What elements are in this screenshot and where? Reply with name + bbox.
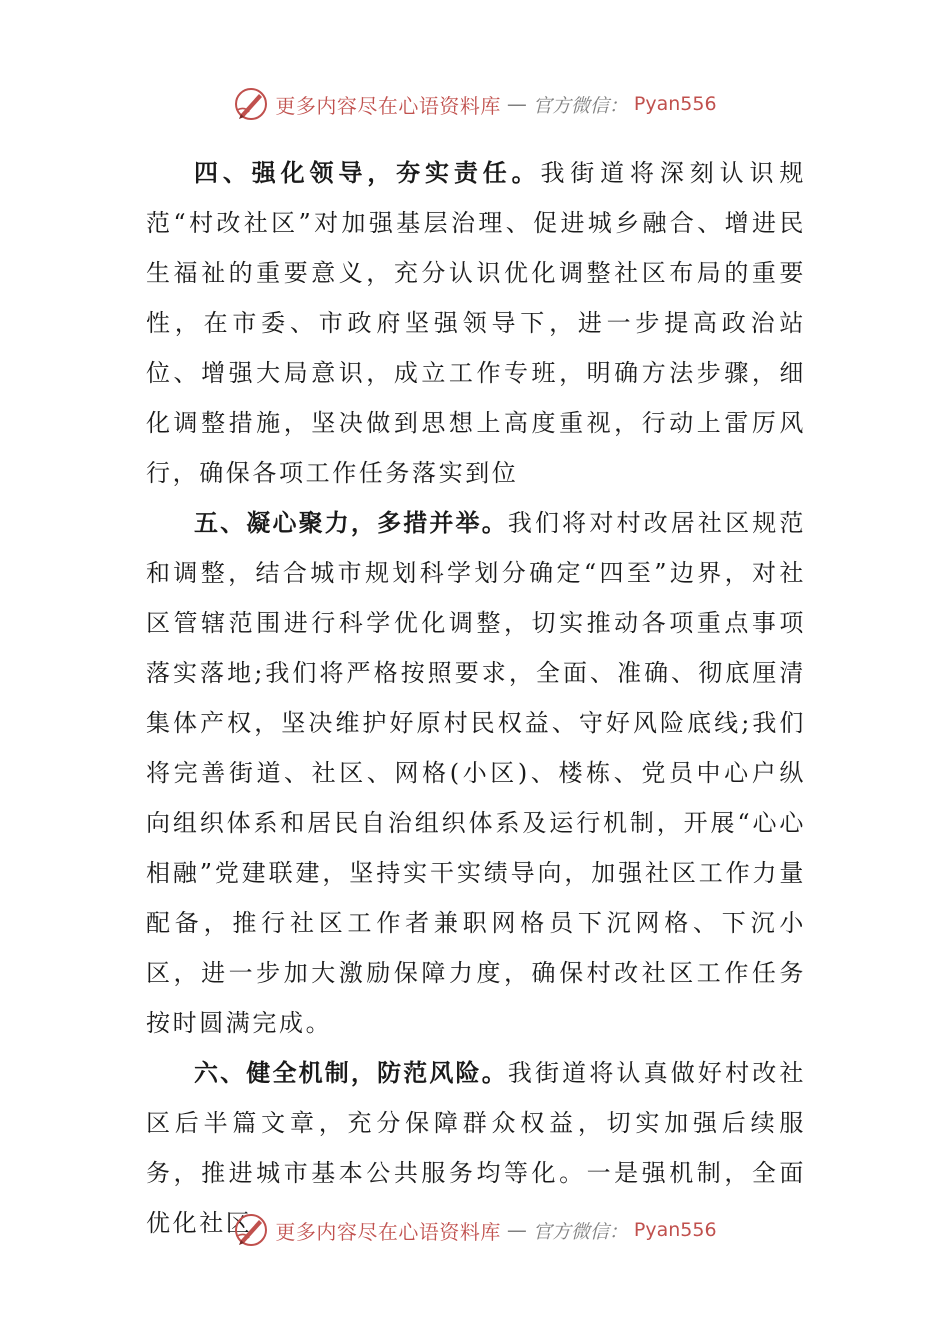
watermark-site-text: 更多内容尽在心语资料库: [275, 1219, 501, 1244]
paragraph-text: 我们将对村改居社区规范和调整，结合城市规划科学划分确定“四至”边界，对社区管辖范围进行科学优化调整，切实推动各项重点事项落实落地;我们将严格按照要求，全面、准确、彻底厘清集体产权，坚决维护好原村民权益、守好风险底线;我们将完善街道、社区、网格(小区)、楼栋、党员中心户纵向组织体系和居民自治组织体系及运行机制，开展“心心相融”党建联建，坚持实干实绩导向，加强社区工作力量配备，推行社区工作者兼职网格员下沉网格、下沉小区，进一步加大激励保障力度，确保村改社区工作任务按时圆满完成。: [146, 509, 806, 1037]
footer-watermark: [0, 1208, 950, 1252]
paragraph-text: 我街道将认真做好村改社区后半篇文章，充分保障群众权益，切实加强后续服务，推进城市基本公共服务均等化。一是强机制，全面优化社区: [146, 1059, 806, 1237]
paragraph-lead: 六、健全机制，防范风险。: [194, 1058, 508, 1087]
watermark-contact-label: 官方微信：: [532, 1220, 628, 1243]
paragraph-lead: 五、凝心聚力，多措并举。: [194, 508, 508, 537]
paragraph-5: [146, 498, 806, 1048]
paragraph-lead: 四、强化领导，夯实责任。: [194, 158, 541, 187]
pen-logo-icon: [233, 86, 269, 122]
pen-logo-icon: [233, 1212, 269, 1248]
watermark-separator: —: [506, 92, 527, 116]
header-watermark: [0, 82, 950, 126]
document-body: [146, 148, 806, 1248]
paragraph-4: [146, 148, 806, 498]
watermark-separator: —: [506, 1218, 527, 1242]
paragraph-text: 我街道将深刻认识规范“村改社区”对加强基层治理、促进城乡融合、增进民生福祉的重要意义，充分认识优化调整社区布局的重要性，在市委、市政府坚强领导下，进一步提高政治站位、增强大局意识，成立工作专班，明确方法步骤，细化调整措施，坚决做到思想上高度重视，行动上雷厉风行，确保各项工作任务落实到位: [146, 159, 806, 487]
watermark-site-text: 更多内容尽在心语资料库: [275, 93, 501, 118]
watermark-wechat-id: Pyan556: [633, 1219, 717, 1241]
watermark-wechat-id: Pyan556: [633, 93, 717, 115]
watermark-contact-label: 官方微信：: [532, 94, 628, 117]
